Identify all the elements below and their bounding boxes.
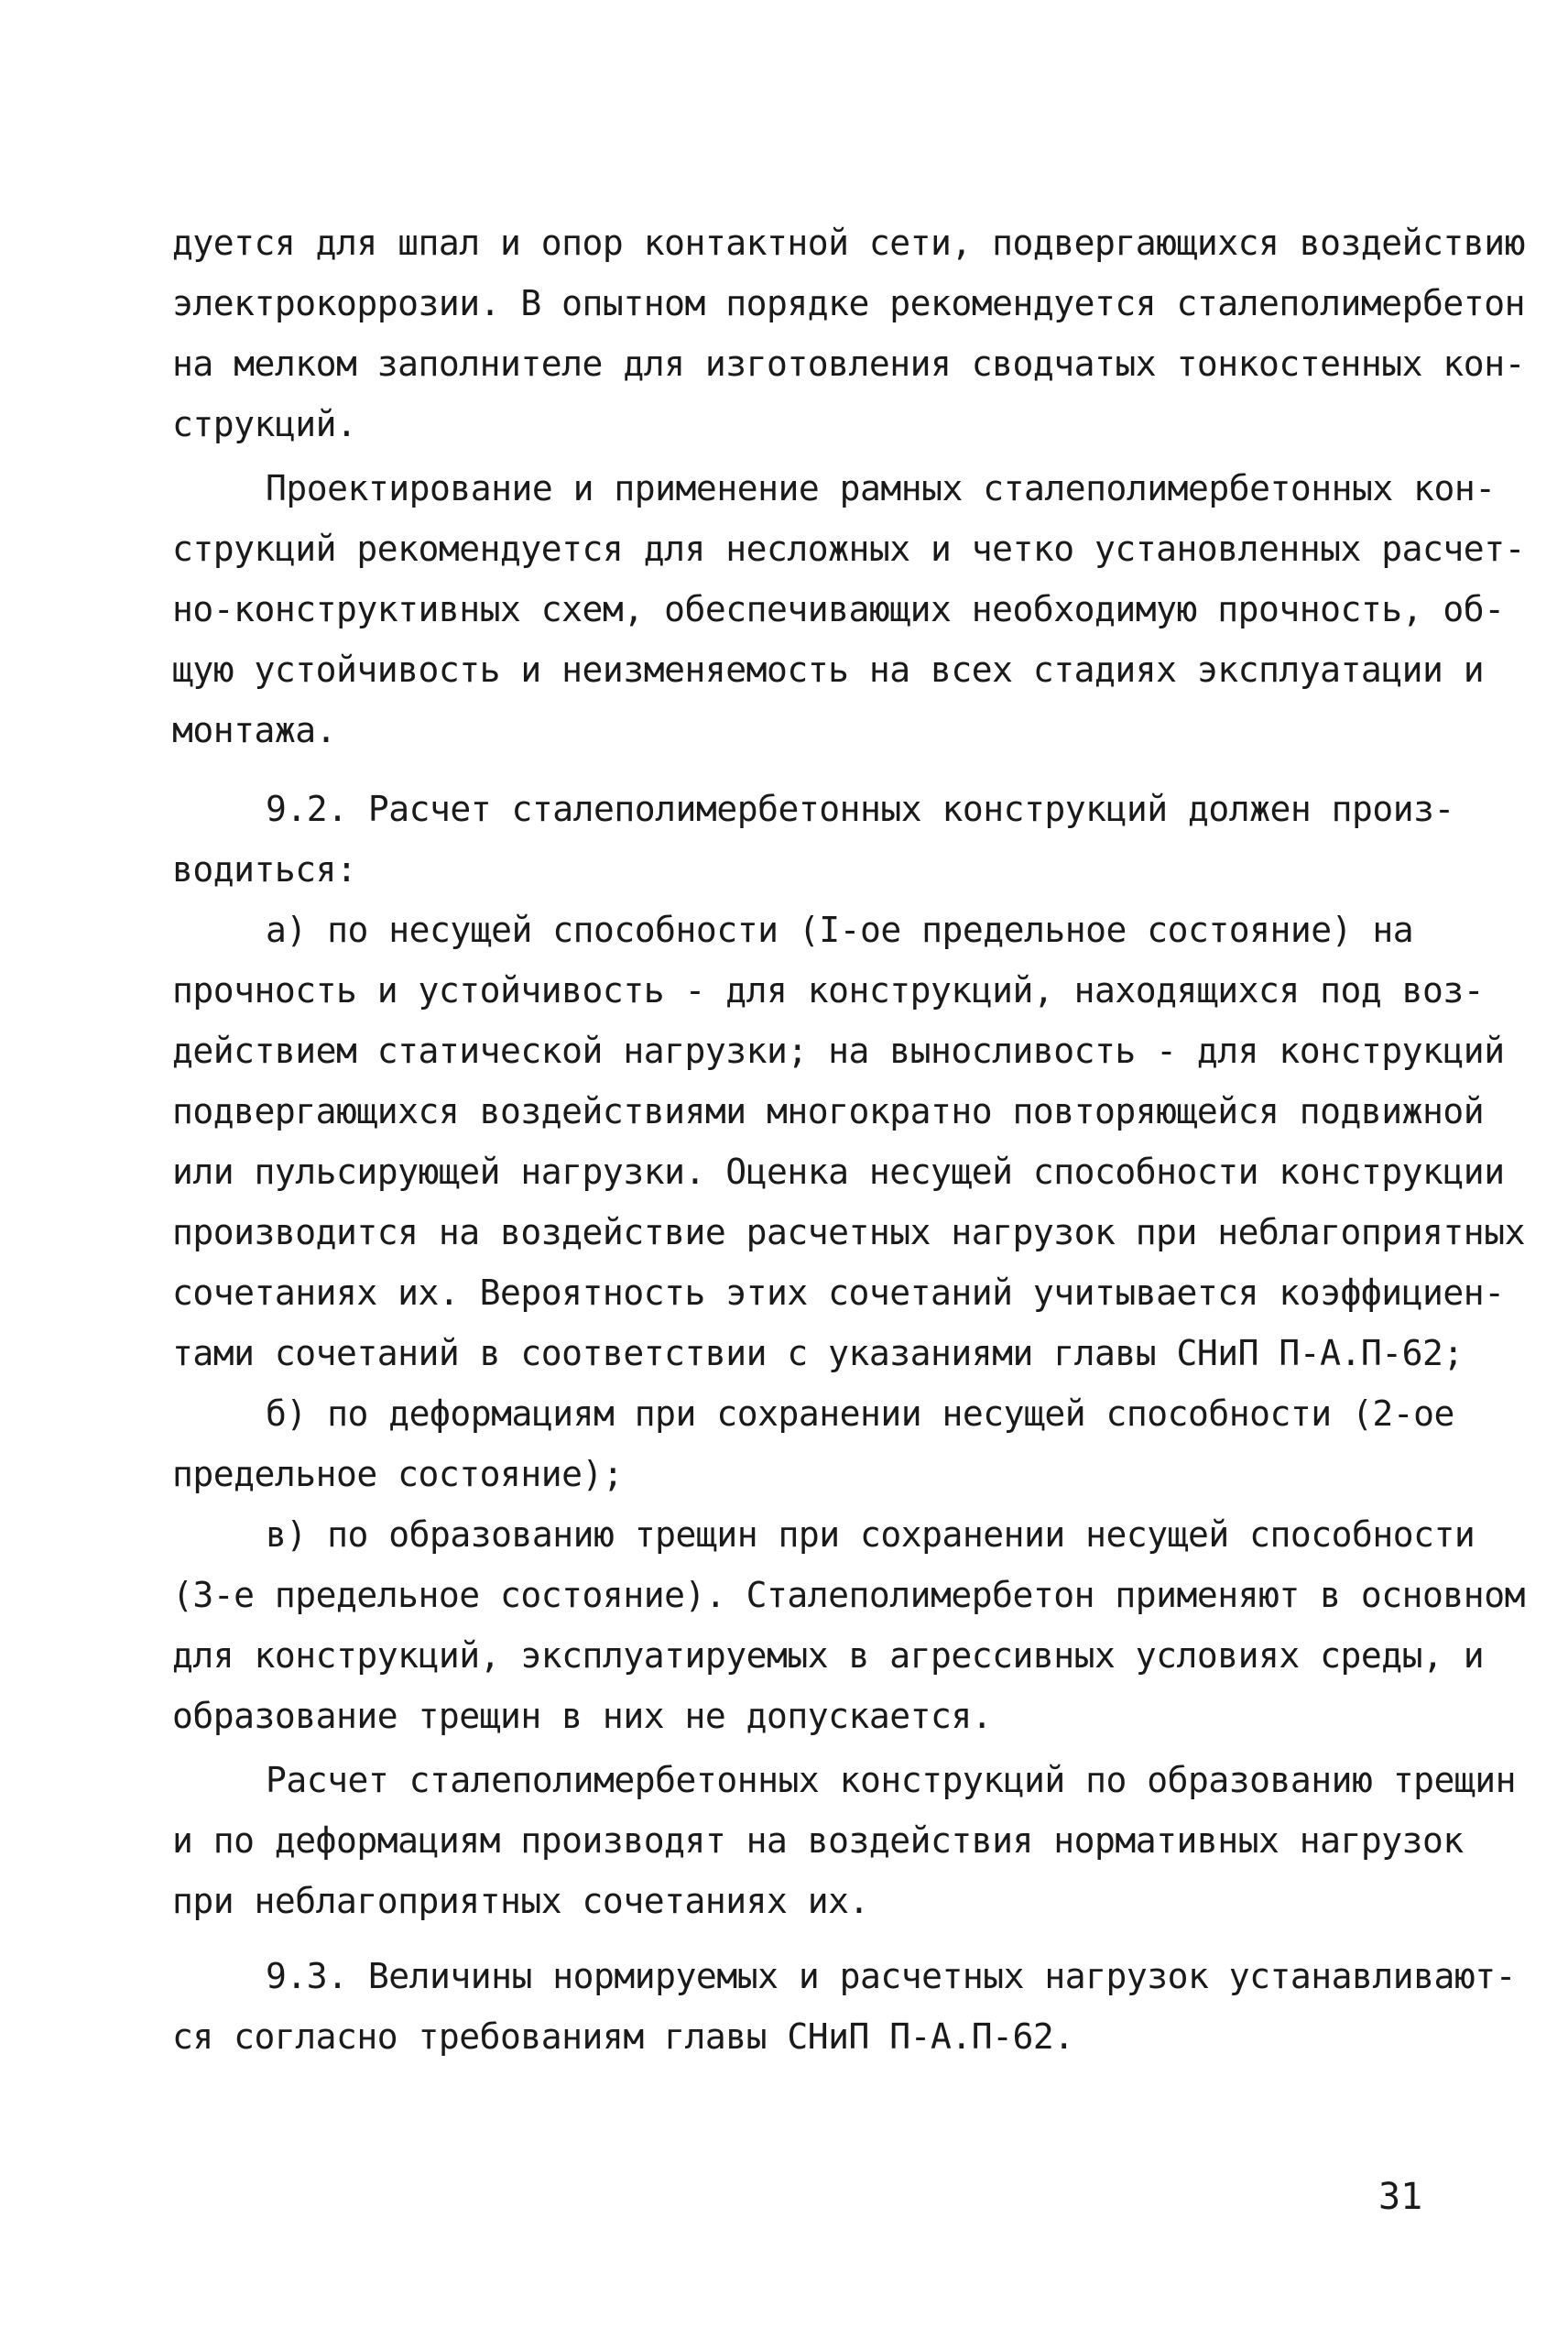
- text-line: тами сочетаний в соответствии с указаниями главы СНиП П-А.П-62;: [172, 1333, 1464, 1373]
- page-number: 31: [1378, 2176, 1423, 2218]
- text-line: струкций.: [172, 404, 357, 444]
- text-line: струкций рекомендуется для несложных и четко установленных расчет-: [172, 529, 1525, 569]
- text-line: монтажа.: [172, 710, 337, 750]
- text-line: при неблагоприятных сочетаниях их.: [172, 1881, 869, 1921]
- text-line: образование трещин в них не допускается.: [172, 1696, 993, 1736]
- section-heading-9-2: 9.2. Расчет сталеполимербетонных конструкций должен произ-: [266, 789, 1454, 829]
- list-item-b: б) по деформациям при сохранении несущей способности (2-ое: [266, 1393, 1454, 1434]
- text-line: электрокоррозии. В опытном порядке рекомендуется сталеполимербетон: [172, 283, 1525, 323]
- section-heading-9-3: 9.3. Величины нормируемых и расчетных нагрузок устанавливают-: [266, 1956, 1517, 1996]
- text-line: для конструкций, эксплуатируемых в агрессивных условиях среды, и: [172, 1635, 1485, 1676]
- text-line: ся согласно требованиям главы СНиП П-А.П-62.: [172, 2016, 1074, 2057]
- text-line: или пульсирующей нагрузки. Оценка несущей способности конструкции: [172, 1152, 1505, 1192]
- text-line: предельное состояние);: [172, 1454, 624, 1494]
- text-line: действием статической нагрузки; на выносливость - для конструкций: [172, 1031, 1505, 1071]
- text-line: на мелком заполнителе для изготовления сводчатых тонкостенных кон-: [172, 344, 1525, 384]
- text-line: Проектирование и применение рамных сталеполимербетонных кон-: [266, 468, 1496, 508]
- text-line: производится на воздействие расчетных нагрузок при неблагоприятных: [172, 1212, 1525, 1252]
- text-line: прочность и устойчивость - для конструкций, находящихся под воз-: [172, 970, 1485, 1011]
- list-item-a: а) по несущей способности (I-ое предельное состояние) на: [266, 910, 1414, 950]
- text-line: и по деформациям производят на воздействия нормативных нагрузок: [172, 1820, 1464, 1861]
- text-line: сочетаниях их. Вероятность этих сочетаний учитывается коэффициен-: [172, 1273, 1505, 1313]
- list-item-v: в) по образованию трещин при сохранении несущей способности: [266, 1514, 1475, 1555]
- text-line: но-конструктивных схем, обеспечивающих необходимую прочность, об-: [172, 589, 1505, 629]
- text-line: (3-е предельное состояние). Сталеполимербетон применяют в основном: [172, 1575, 1525, 1615]
- text-line: водиться:: [172, 849, 357, 890]
- text-line: подвергающихся воздействиями многократно повторяющейся подвижной: [172, 1091, 1485, 1131]
- text-line: щую устойчивость и неизменяемость на всех стадиях эксплуатации и: [172, 650, 1485, 690]
- text-line: дуется для шпал и опор контактной сети, подвергающихся воздействию: [172, 223, 1525, 263]
- text-line: Расчет сталеполимербетонных конструкций по образованию трещин: [266, 1760, 1517, 1800]
